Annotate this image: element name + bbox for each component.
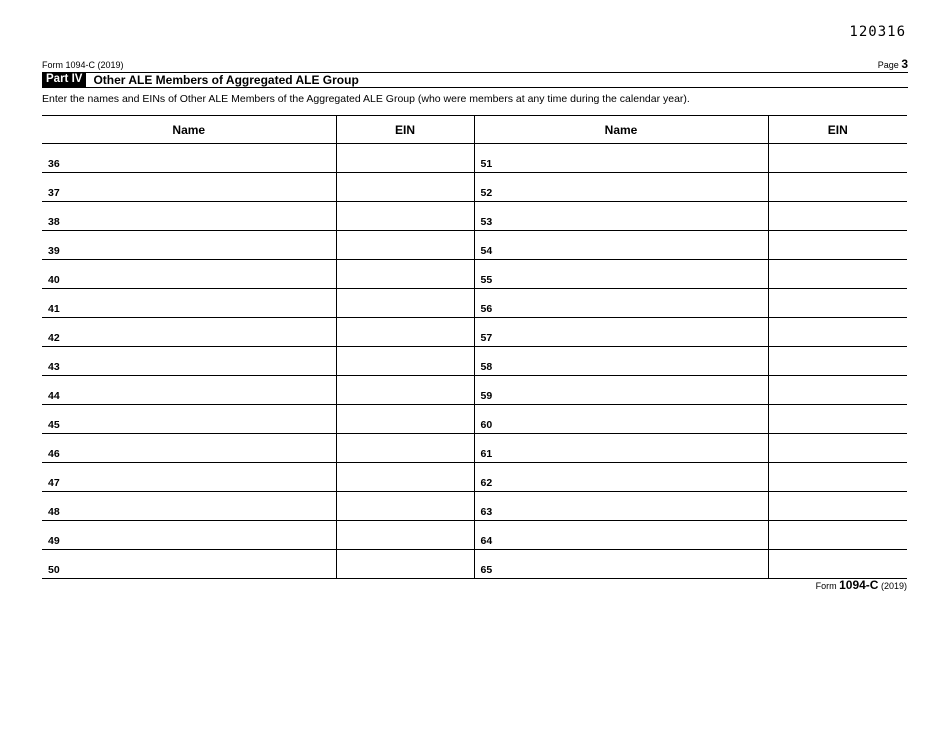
footer-form-name: 1094-C	[839, 578, 879, 592]
line-number: 52	[480, 187, 493, 199]
footer-year: (2019)	[880, 581, 907, 591]
line-number: 41	[48, 303, 60, 315]
line-number: 37	[48, 187, 60, 199]
line-number: 36	[48, 158, 60, 170]
ein-field-left[interactable]	[336, 318, 474, 347]
ein-field-right[interactable]	[768, 318, 907, 347]
ein-field-left[interactable]	[336, 521, 474, 550]
name-field-right[interactable]	[474, 434, 768, 463]
ein-field-left[interactable]	[336, 492, 474, 521]
line-number: 54	[480, 245, 493, 257]
line-number: 50	[48, 564, 60, 576]
column-header-name-right: Name	[474, 116, 768, 144]
name-field-right[interactable]	[474, 173, 768, 202]
ein-field-right[interactable]	[768, 347, 907, 376]
line-number: 65	[480, 564, 493, 576]
ein-field-right[interactable]	[768, 492, 907, 521]
name-field-left[interactable]	[42, 260, 336, 289]
name-field-right[interactable]	[474, 289, 768, 318]
line-number: 53	[480, 216, 493, 228]
table-header-row	[42, 116, 907, 144]
ein-field-right[interactable]	[768, 202, 907, 231]
name-field-left[interactable]	[42, 550, 336, 579]
form-footer	[816, 578, 907, 592]
table-row	[42, 521, 907, 550]
ein-field-left[interactable]	[336, 376, 474, 405]
ein-field-right[interactable]	[768, 405, 907, 434]
line-number: 51	[480, 158, 493, 170]
line-number: 47	[48, 477, 60, 489]
ein-field-left[interactable]	[336, 463, 474, 492]
ein-field-left[interactable]	[336, 550, 474, 579]
line-number: 58	[480, 361, 493, 373]
form-reference: Form 1094-C (2019)	[42, 60, 124, 70]
name-field-right[interactable]	[474, 202, 768, 231]
part-badge: Part IV	[42, 72, 86, 87]
name-field-left[interactable]	[42, 173, 336, 202]
page-number: 3	[901, 57, 908, 71]
name-field-right[interactable]	[474, 347, 768, 376]
name-field-left[interactable]	[42, 521, 336, 550]
line-number: 61	[480, 448, 493, 460]
ein-field-left[interactable]	[336, 173, 474, 202]
part-heading	[42, 72, 908, 88]
name-field-right[interactable]	[474, 318, 768, 347]
ein-field-right[interactable]	[768, 376, 907, 405]
ein-field-left[interactable]	[336, 347, 474, 376]
form-code-number: 120316	[849, 24, 906, 40]
table-row	[42, 347, 907, 376]
ein-field-left[interactable]	[336, 289, 474, 318]
name-field-right[interactable]	[474, 260, 768, 289]
table-row	[42, 463, 907, 492]
table-body	[42, 144, 907, 579]
name-field-left[interactable]	[42, 405, 336, 434]
form-header	[42, 58, 908, 73]
line-number: 64	[480, 535, 493, 547]
ein-field-right[interactable]	[768, 521, 907, 550]
ein-field-right[interactable]	[768, 434, 907, 463]
line-number: 40	[48, 274, 60, 286]
name-field-right[interactable]	[474, 463, 768, 492]
page-indicator	[878, 57, 908, 71]
line-number: 38	[48, 216, 60, 228]
line-number: 63	[480, 506, 493, 518]
name-field-left[interactable]	[42, 202, 336, 231]
line-number: 39	[48, 245, 60, 257]
ein-field-left[interactable]	[336, 434, 474, 463]
table-row	[42, 434, 907, 463]
line-number: 44	[48, 390, 60, 402]
footer-prefix: Form	[815, 581, 837, 591]
line-number: 49	[48, 535, 60, 547]
line-number: 56	[480, 303, 493, 315]
column-header-name-left: Name	[42, 116, 336, 144]
name-field-left[interactable]	[42, 318, 336, 347]
line-number: 59	[480, 390, 493, 402]
name-field-left[interactable]	[42, 347, 336, 376]
ein-field-right[interactable]	[768, 144, 907, 173]
ein-field-right[interactable]	[768, 260, 907, 289]
table-row	[42, 260, 907, 289]
line-number: 57	[480, 332, 493, 344]
instructions-text: Enter the names and EINs of Other ALE Members of the Aggregated ALE Group (who were members at any time during the calendar year).	[42, 93, 690, 105]
part-title: Other ALE Members of Aggregated ALE Group	[93, 72, 359, 87]
table-row	[42, 550, 907, 579]
line-number: 45	[48, 419, 60, 431]
name-field-left[interactable]	[42, 376, 336, 405]
table-row	[42, 202, 907, 231]
table-row	[42, 376, 907, 405]
line-number: 62	[480, 477, 493, 489]
name-field-right[interactable]	[474, 550, 768, 579]
ein-field-right[interactable]	[768, 463, 907, 492]
ein-field-right[interactable]	[768, 231, 907, 260]
name-field-right[interactable]	[474, 144, 768, 173]
name-field-left[interactable]	[42, 463, 336, 492]
ein-field-right[interactable]	[768, 289, 907, 318]
ein-field-left[interactable]	[336, 202, 474, 231]
line-number: 55	[480, 274, 493, 286]
table-row	[42, 318, 907, 347]
ein-field-left[interactable]	[336, 260, 474, 289]
name-field-left[interactable]	[42, 289, 336, 318]
line-number: 46	[48, 448, 60, 460]
ein-field-left[interactable]	[336, 231, 474, 260]
name-field-right[interactable]	[474, 492, 768, 521]
ein-field-right[interactable]	[768, 173, 907, 202]
ale-members-table	[42, 115, 907, 579]
line-number: 43	[48, 361, 60, 373]
table-row	[42, 173, 907, 202]
table-row	[42, 289, 907, 318]
page-prefix: Page	[877, 60, 899, 70]
table-row	[42, 144, 907, 173]
line-number: 60	[480, 419, 493, 431]
name-field-right[interactable]	[474, 376, 768, 405]
column-header-ein-right: EIN	[768, 116, 907, 144]
column-header-ein-left: EIN	[336, 116, 474, 144]
line-number: 48	[48, 506, 60, 518]
name-field-left[interactable]	[42, 434, 336, 463]
name-field-right[interactable]	[474, 405, 768, 434]
name-field-left[interactable]	[42, 144, 336, 173]
name-field-left[interactable]	[42, 231, 336, 260]
line-number: 42	[48, 332, 60, 344]
ein-field-left[interactable]	[336, 144, 474, 173]
name-field-left[interactable]	[42, 492, 336, 521]
name-field-right[interactable]	[474, 231, 768, 260]
ein-field-left[interactable]	[336, 405, 474, 434]
table-row	[42, 405, 907, 434]
ein-field-right[interactable]	[768, 550, 907, 579]
table-row	[42, 231, 907, 260]
table-row	[42, 492, 907, 521]
name-field-right[interactable]	[474, 521, 768, 550]
